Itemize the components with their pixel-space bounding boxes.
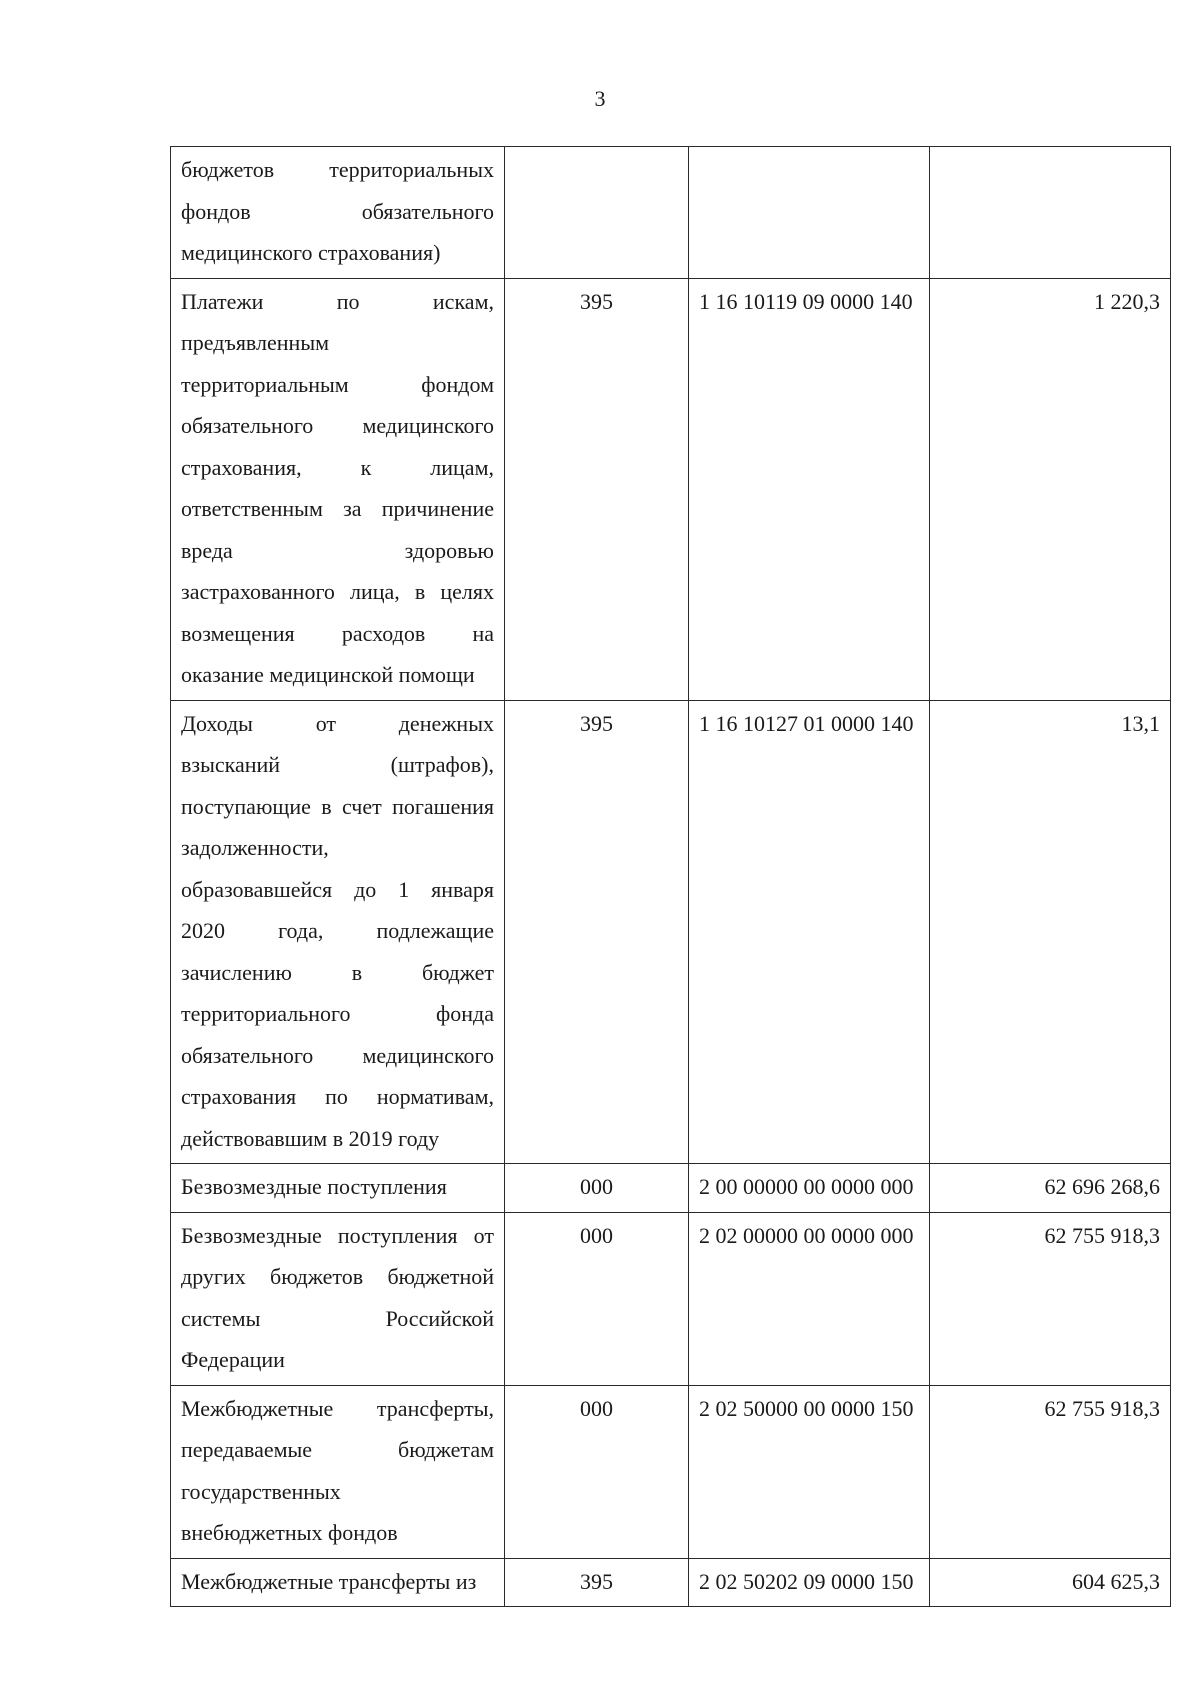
revenue-name-line: взысканий (штрафов), bbox=[181, 752, 494, 777]
admin-code-cell: 000 bbox=[505, 1164, 689, 1213]
revenue-name-line: системы Российской bbox=[181, 1305, 494, 1331]
table-row bbox=[171, 147, 1171, 279]
revenue-name-line: Доходы от денежных bbox=[181, 710, 494, 736]
revenue-name-cell bbox=[171, 278, 505, 700]
budget-classification-code-cell bbox=[689, 147, 930, 279]
revenue-name-line: Федерации bbox=[181, 1347, 285, 1372]
revenue-name-line: обязательного медицинского bbox=[181, 1042, 494, 1068]
revenue-name-line: Межбюджетные трансферты, bbox=[181, 1395, 494, 1421]
revenue-name-line: страхования, к лицам, bbox=[181, 454, 494, 480]
table-row bbox=[171, 1558, 1171, 1607]
revenue-name-line: государственных bbox=[181, 1478, 341, 1504]
revenue-name-line: вреда здоровью bbox=[181, 537, 494, 563]
revenue-name-line: действовавшим в 2019 году bbox=[181, 1125, 440, 1151]
revenue-name-line: предъявленным bbox=[181, 330, 330, 355]
amount-cell: 62 755 918,3 bbox=[930, 1212, 1171, 1385]
table-row bbox=[171, 700, 1171, 1164]
revenue-name-line: возмещения расходов на bbox=[181, 620, 494, 646]
revenue-name-line: других бюджетов бюджетной bbox=[181, 1264, 494, 1289]
table-row bbox=[171, 1164, 1171, 1213]
revenue-name-line: обязательного медицинского bbox=[181, 413, 494, 438]
budget-classification-code-cell: 1 16 10127 01 0000 140 bbox=[689, 700, 930, 1164]
revenue-name-line: бюджетов территориальных bbox=[181, 157, 494, 182]
admin-code-cell: 000 bbox=[505, 1385, 689, 1558]
revenue-name-cell bbox=[171, 147, 505, 279]
revenue-name-cell bbox=[171, 1212, 505, 1385]
revenue-name-line: медицинского страхования) bbox=[181, 240, 441, 265]
admin-code-cell: 395 bbox=[505, 278, 689, 700]
revenue-name-line: образовавшейся до 1 января bbox=[181, 876, 494, 902]
revenue-name-line: территориальным фондом bbox=[181, 371, 494, 397]
revenue-name-line: задолженности, bbox=[181, 835, 329, 860]
admin-code-cell: 000 bbox=[505, 1212, 689, 1385]
amount-cell bbox=[930, 147, 1171, 279]
table-body bbox=[171, 147, 1171, 1607]
admin-code-cell: 395 bbox=[505, 1558, 689, 1607]
table-row bbox=[171, 278, 1171, 700]
revenue-name-line: Безвозмездные поступления от bbox=[181, 1222, 494, 1248]
budget-classification-code-cell: 1 16 10119 09 0000 140 bbox=[689, 278, 930, 700]
revenue-name-line: передаваемые бюджетам bbox=[181, 1437, 494, 1462]
revenue-name-line: оказание медицинской помощи bbox=[181, 662, 475, 687]
admin-code-cell bbox=[505, 147, 689, 279]
amount-cell: 13,1 bbox=[930, 700, 1171, 1164]
page-number: 3 bbox=[594, 86, 606, 111]
revenue-name-line: Межбюджетные трансферты из bbox=[181, 1568, 477, 1594]
budget-classification-code-cell: 2 02 00000 00 0000 000 bbox=[689, 1212, 930, 1385]
revenue-name-line: внебюджетных фондов bbox=[181, 1520, 398, 1545]
budget-classification-code-cell: 2 00 00000 00 0000 000 bbox=[689, 1164, 930, 1213]
revenue-name-cell bbox=[171, 1164, 505, 1213]
revenue-name-line: территориального фонда bbox=[181, 1001, 494, 1026]
revenue-name-cell bbox=[171, 1385, 505, 1558]
amount-cell: 1 220,3 bbox=[930, 278, 1171, 700]
revenue-name-line: Платежи по искам, bbox=[181, 288, 494, 314]
amount-cell: 62 755 918,3 bbox=[930, 1385, 1171, 1558]
revenue-name-line: Безвозмездные поступления bbox=[181, 1174, 447, 1199]
table-row bbox=[171, 1212, 1171, 1385]
budget-classification-code-cell: 2 02 50202 09 0000 150 bbox=[689, 1558, 930, 1607]
amount-cell: 62 696 268,6 bbox=[930, 1164, 1171, 1213]
revenue-name-cell bbox=[171, 1558, 505, 1607]
amount-cell: 604 625,3 bbox=[930, 1558, 1171, 1607]
revenue-name-line: фондов обязательного bbox=[181, 198, 494, 224]
table-row bbox=[171, 1385, 1171, 1558]
revenue-name-cell bbox=[171, 700, 505, 1164]
revenue-name-line: застрахованного лица, в целях bbox=[181, 579, 494, 604]
budget-revenue-table bbox=[170, 146, 1171, 1607]
admin-code-cell: 395 bbox=[505, 700, 689, 1164]
revenue-name-line: зачислению в бюджет bbox=[181, 959, 494, 985]
revenue-name-line: 2020 года, подлежащие bbox=[181, 918, 494, 943]
revenue-name-line: поступающие в счет погашения bbox=[181, 793, 494, 819]
revenue-name-line: страхования по нормативам, bbox=[181, 1084, 494, 1109]
revenue-name-line: ответственным за причинение bbox=[181, 496, 494, 521]
budget-classification-code-cell: 2 02 50000 00 0000 150 bbox=[689, 1385, 930, 1558]
